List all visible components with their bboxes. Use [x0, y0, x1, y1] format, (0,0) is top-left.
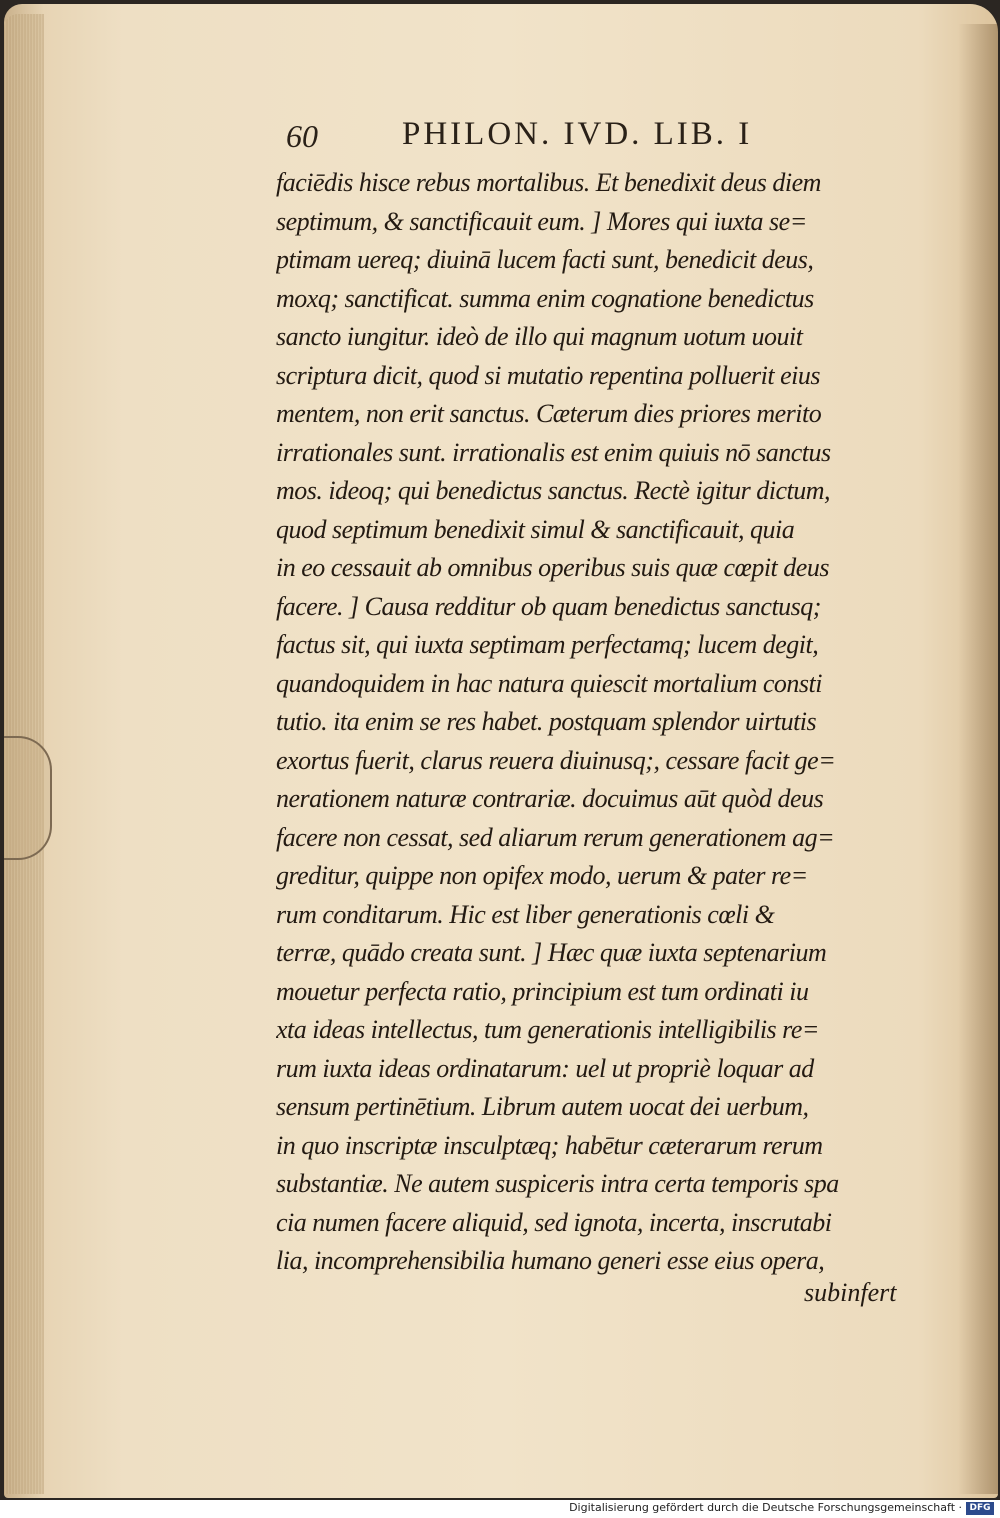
page-gutter-shadow — [958, 24, 998, 1494]
text-line: in quo inscriptæ insculptæq; habētur cæterarum rerum — [276, 1130, 823, 1160]
book-clasp — [4, 736, 52, 860]
page-number: 60 — [286, 118, 318, 154]
text-line: cia numen facere aliquid, sed ignota, incerta, inscrutabi — [276, 1207, 832, 1237]
text-line: mentem, non erit sanctus. Cæterum dies priores merito — [276, 399, 822, 428]
text-line: tutio. ita enim se res habet. postquam splendor uirtutis — [276, 707, 817, 736]
text-line: scriptura dicit, quod si mutatio repentina polluerit eius — [276, 360, 820, 390]
text-line: irrationales sunt. irrationalis est enim quiuis nō sanctus — [276, 437, 831, 467]
text-line: rum conditarum. Hic est liber generationis cœli & — [276, 899, 775, 929]
text-line: xta ideas intellectus, tum generationis intelligibilis re= — [276, 1015, 819, 1044]
text-line: ptimam uereq; diuinā lucem facti sunt, benedicit deus, — [276, 245, 814, 274]
text-line: nerationem naturæ contrariæ. docuimus aūt quòd deus — [276, 784, 824, 813]
text-line: quod septimum benedixit simul & sanctificauit, quia — [276, 514, 795, 544]
text-line: sancto iungitur. ideò de illo qui magnum uotum uouit — [276, 322, 803, 351]
text-line: factus sit, qui iuxta septimam perfectamq; lucem degit, — [276, 630, 819, 659]
text-line: greditur, quippe non opifex modo, uerum & pater re= — [276, 861, 808, 890]
page-header — [286, 116, 846, 156]
text-line: faciēdis hisce rebus mortalibus. Et benedixit deus diem — [276, 168, 821, 197]
running-head: PHILON. IVD. LIB. I — [402, 116, 753, 152]
funding-credit: Digitalisierung gefördert durch die Deutsche Forschungsgemeinschaft · — [569, 1501, 962, 1514]
text-line: septimum, & sanctificauit eum. ] Mores qui iuxta se= — [276, 206, 807, 236]
text-line: facere. ] Causa redditur ob quam benedictus sanctusq; — [276, 591, 821, 621]
text-line: rum iuxta ideas ordinatarum: uel ut propriè loquar ad — [276, 1053, 814, 1083]
text-line: in eo cessauit ab omnibus operibus suis quæ cœpit deus — [276, 553, 829, 582]
text-line: mos. ideoq; qui benedictus sanctus. Rectè igitur dictum, — [276, 476, 831, 505]
catchword: subinfert — [804, 1278, 897, 1307]
text-line: moxq; sanctificat. summa enim cognatione benedictus — [276, 283, 814, 313]
text-line: sensum pertinētium. Librum autem uocat dei uerbum, — [276, 1092, 809, 1121]
text-line: lia, incomprehensibilia humano generi esse eius opera, — [276, 1246, 825, 1275]
book-page — [4, 4, 998, 1498]
text-line: exortus fuerit, clarus reuera diuinusq;, cessare facit ge= — [276, 745, 836, 775]
text-line: mouetur perfecta ratio, principium est tum ordinati iu — [276, 976, 809, 1006]
dfg-logo-icon: DFG — [966, 1502, 994, 1515]
body-text — [276, 164, 936, 1284]
text-line: substantiæ. Ne autem suspiceris intra certa temporis spa — [276, 1169, 839, 1198]
digitization-footer — [0, 1500, 1000, 1518]
text-line: terræ, quādo creata sunt. ] Hæc quæ iuxta septenarium — [276, 938, 827, 967]
text-line: facere non cessat, sed aliarum rerum generationem ag= — [276, 822, 835, 852]
text-line: quandoquidem in hac natura quiescit mortalium consti — [276, 668, 822, 698]
